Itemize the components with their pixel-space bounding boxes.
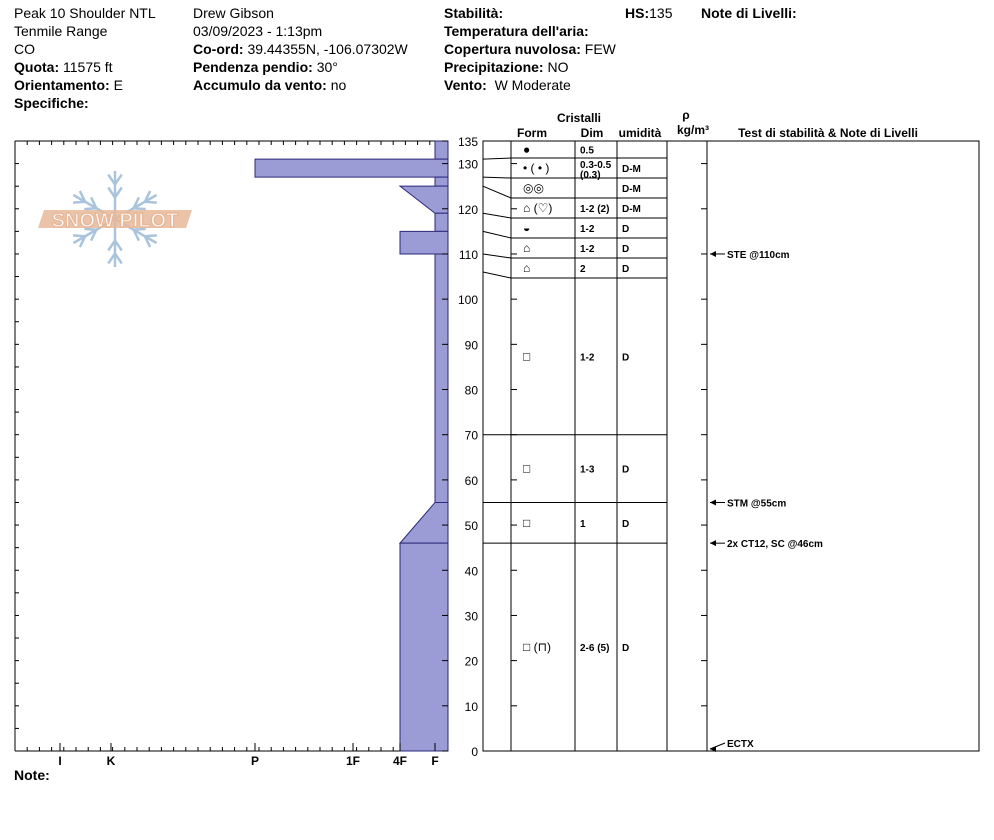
specifics-row: Specifiche:	[14, 95, 89, 111]
layer-size: 2	[580, 264, 586, 275]
layer-table	[483, 108, 979, 751]
notes-label: Note:	[14, 767, 50, 783]
layer-size: 1-2	[580, 224, 595, 235]
layer-connector	[483, 213, 511, 218]
hardness-tick-label: F	[431, 754, 439, 768]
table-frame	[483, 141, 979, 751]
depth-tick-label: 50	[464, 519, 478, 534]
hardness-bar	[255, 159, 448, 177]
layer-connector	[483, 231, 511, 238]
elevation-row: Quota: 11575 ft	[14, 59, 113, 75]
layer-form: ◒	[523, 221, 531, 235]
layer-moisture: D	[622, 224, 630, 235]
precip-row: Precipitazione: NO	[444, 59, 569, 75]
layer-form: □	[523, 349, 531, 364]
depth-tick-label: 40	[464, 564, 478, 579]
wind-value: W Moderate	[494, 77, 571, 93]
hardness-bar	[400, 186, 448, 213]
test-arrowhead	[710, 251, 716, 257]
test-label: ECTX	[727, 739, 754, 750]
layer-form: □	[523, 515, 531, 530]
test-label: STM @55cm	[727, 498, 787, 510]
column-header: Test di stabilità & Note di Livelli	[738, 126, 918, 140]
depth-tick-label: 90	[464, 338, 478, 353]
layer-form: ⌂ (♡)	[523, 201, 553, 215]
hardness-bar	[435, 177, 448, 186]
layer-size: 0.3-0.5	[580, 160, 612, 171]
flake-branch	[145, 235, 157, 236]
snowpilot-logo	[38, 171, 192, 267]
depth-tick-label: 80	[464, 383, 478, 398]
column-header: Cristalli	[556, 111, 602, 125]
test-arrowhead	[710, 499, 716, 505]
observer-name: Drew Gibson	[193, 5, 274, 21]
depth-tick-label: 110	[458, 247, 478, 262]
hs-row: HS:135	[625, 5, 673, 21]
stability-tests	[710, 250, 823, 752]
layer-size: 1-3	[580, 464, 595, 476]
column-header: Dim	[580, 126, 604, 140]
layer-moisture: D	[622, 643, 630, 655]
stability-row: Stabilità:	[444, 5, 504, 21]
depth-tick-label: 10	[464, 699, 478, 714]
layer-size: 1-2 (2)	[580, 204, 610, 215]
hardness-tick-label: P	[250, 754, 260, 768]
layer-size: 2-6 (5)	[580, 643, 610, 655]
test-label: STE @110cm	[727, 249, 790, 261]
wind-loading-row: Accumulo da vento: no	[193, 77, 347, 93]
layer-form: ⌂	[523, 261, 531, 275]
layer-size-secondary: (0.3)	[580, 170, 601, 181]
hardness-tick-label: 1F	[345, 754, 361, 768]
depth-tick-label: 30	[464, 609, 478, 624]
hardness-bar	[435, 254, 448, 503]
air-temp-row: Temperatura dell'aria:	[444, 23, 589, 39]
layer-connector	[483, 186, 511, 198]
hardness-bar	[400, 502, 448, 543]
layer-form: ◎◎	[523, 181, 544, 195]
range-name: Tenmile Range	[14, 23, 108, 39]
layer-moisture: D	[622, 464, 630, 476]
layer-moisture: D-M	[622, 184, 641, 195]
hardness-bar	[435, 141, 448, 159]
hardness-axis	[58, 743, 438, 768]
flake-branch	[73, 235, 85, 236]
layer-moisture: D	[622, 518, 630, 530]
depth-tick-label: 135	[457, 135, 478, 149]
cloud-cover-value: FEW	[584, 41, 616, 57]
hardness-bar	[400, 231, 448, 254]
elevation-value: 11575 ft	[63, 59, 113, 75]
column-header: Form	[517, 126, 547, 140]
hardness-tick-label: 4F	[392, 754, 408, 768]
layer-moisture: D	[622, 352, 630, 364]
flake-branch	[73, 202, 85, 203]
hardness-bar	[400, 543, 448, 751]
depth-tick-label: 120	[457, 202, 478, 217]
test-arrowhead	[710, 540, 716, 546]
depth-tick-label: 0	[471, 745, 478, 759]
flake-branch	[145, 202, 157, 203]
test-label: 2x CT12, SC @46cm	[727, 539, 823, 551]
cloud-cover-row: Copertura nuvolosa: FEW	[444, 41, 616, 57]
aspect-row: Orientamento: E	[14, 77, 123, 93]
layer-moisture: D	[622, 244, 630, 255]
layer-connector	[483, 177, 511, 178]
location-name: Peak 10 Shoulder NTL	[14, 5, 156, 21]
layer-connector	[483, 272, 511, 278]
depth-tick-label: 20	[464, 654, 478, 669]
slope-row: Pendenza pendio: 30°	[193, 59, 338, 75]
layer-connector	[483, 158, 511, 159]
flake-branch	[134, 208, 146, 209]
hs-value: 135	[649, 5, 673, 21]
layer-form: ●	[523, 142, 531, 157]
hardness-profile	[255, 141, 448, 751]
wind-loading-value: no	[330, 77, 347, 93]
aspect-value: E	[113, 77, 123, 93]
layer-size: 0.5	[580, 145, 594, 157]
slope-value: 30°	[316, 59, 338, 75]
depth-tick-label: 60	[464, 473, 478, 488]
coords-row: Co-ord: 39.44355N, -106.07302W	[193, 41, 408, 57]
wind-row: Vento: W Moderate	[444, 77, 571, 93]
depth-tick-label: 100	[457, 293, 478, 308]
layer-moisture: D-M	[622, 164, 641, 175]
hardness-frame	[15, 141, 448, 751]
layer-form: □	[523, 461, 531, 476]
hardness-tick-label: I	[58, 754, 62, 768]
layer-size: 1	[580, 518, 586, 530]
layer-size: 1-2	[580, 352, 595, 364]
hardness-tick-label: K	[106, 754, 116, 768]
layer-moisture: D-M	[622, 204, 641, 215]
precip-value: NO	[547, 59, 569, 75]
layer-form: ⌂	[523, 241, 531, 255]
layer-size: 1-2	[580, 244, 595, 255]
layer-form: □ (⊓)	[523, 640, 551, 655]
hardness-bar	[435, 213, 448, 231]
layer-notes-heading: Note di Livelli:	[701, 5, 797, 21]
column-header: ρ	[682, 108, 690, 122]
layer-moisture: D	[622, 264, 630, 275]
column-header: umidità	[618, 126, 662, 140]
state-name: CO	[14, 41, 35, 57]
logo-text: SNOW PILOT	[51, 210, 179, 232]
flake-branch	[84, 208, 96, 209]
coords-value: 39.44355N, -106.07302W	[247, 41, 408, 57]
layer-connector	[483, 254, 511, 258]
column-header: kg/m³	[676, 123, 710, 137]
depth-tick-label: 70	[464, 428, 478, 443]
date-time: 03/09/2023 - 1:13pm	[193, 23, 323, 39]
layer-form: • ( • )	[523, 161, 550, 175]
depth-tick-label: 130	[457, 157, 478, 172]
